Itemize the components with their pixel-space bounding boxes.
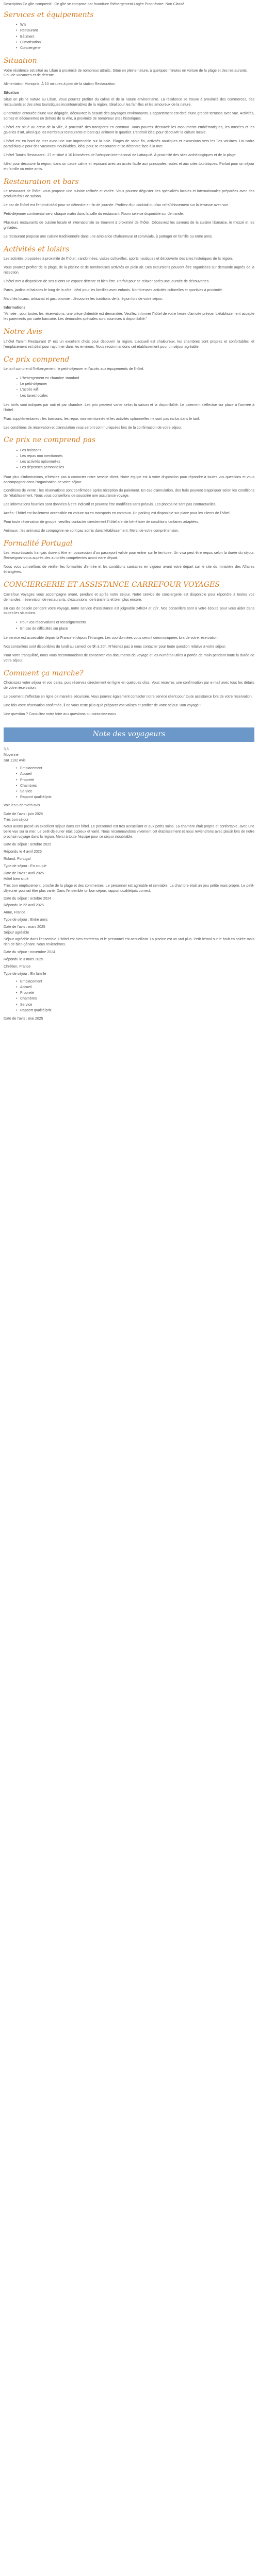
bullet-icon: •: [16, 767, 18, 771]
page: [0, 0, 258, 1022]
review-body: Nous avons passé un excellent séjour dans cet hôtel. Le personnel est très accueillant et aux petits soins. La chambre était propre et confortable, avec une belle vue sur la mer. Le petit-déjeuner était copieux et varié. Nous recommandons vivement cet établissement et nous reviendrons avec plaisir lors de notre prochain voyage dans la région. Merci à toute l'équipe pour ce séjour inoubliable.: [4, 825, 254, 839]
informations-subtitle: Informations: [4, 306, 26, 310]
intro-text: Description Ce gîte comprend : Ce gîte se compose par fourniture l'hébergement Logée Propriétaire. Non Classé: [4, 3, 184, 6]
reviews-criteria-list: [4, 979, 254, 1013]
price-excludes-item: – Les dépenses personnelles: [20, 465, 254, 470]
situation-title: Situation: [4, 57, 37, 65]
notre-avis-paragraph: L'hôtel Tamim Restaurant 3* est un excellent choix pour découvrir la région. L'accueil est chaleureux, les chambres sont propres et confortables, et l'emplacement est idéal pour rayonner dans les environs. Nous recommandons cet établissement pour un séjour agréable.: [4, 340, 254, 349]
how-it-works-paragraph: Choisissez votre séjour et vos dates, puis réservez directement en ligne en quelques clics. Vous recevrez une confirmation par e-mail avec tous les détails de votre réservation.: [4, 681, 254, 690]
price-paragraph: Frais supplémentaires : les boissons, les repas non mentionnés et les activités optionnelles ne sont pas inclus dans le tarif.: [4, 417, 200, 421]
reviews-criteria-item: • Propreté: [20, 777, 254, 783]
bullet-icon: •: [16, 35, 18, 39]
situation-paragraph: Situé en pleine nature au Liban. Vous pourrez profiter du calme et de la nature environnante. La résidence se trouve à proximité des commerces, des restaurants et des sites touristiques incontournables de la région. Idéal pour les familles et les amoureux de la nature.: [4, 98, 254, 107]
review-card: [4, 812, 254, 869]
review-card: [4, 871, 254, 923]
reviews-criteria-item: • Chambres: [20, 783, 254, 789]
reviews-criteria-item: • Chambres: [20, 996, 254, 1002]
situation-subtitle: Situation: [4, 91, 19, 95]
activities-paragraph: L'hôtel met à disposition de ses clients un espace détente et bien-être. Parfait pour se relaxer après une journée de découvertes.: [4, 279, 210, 283]
reviews-band: Note des voyageurs: [4, 727, 254, 742]
situation-paragraph: Alimentation Monoprix. À 10 minutes à pied de la station Restauration.: [4, 82, 117, 87]
reviews-criteria-item: • Emplacement: [20, 979, 254, 985]
bullet-icon: •: [16, 997, 18, 1001]
conciergerie-item: • Pour vos réservations et renseignements: [20, 620, 254, 625]
review-title: Très bon séjour: [4, 818, 29, 822]
bullet-icon: •: [16, 29, 18, 33]
bullet-icon: –: [16, 388, 18, 392]
services-item: • Wifi: [20, 22, 254, 28]
formalities-paragraph: Les ressortissants français doivent être en possession d'un passeport valide pour entrer sur le territoire. Un visa peut être requis selon la durée du séjour. Renseignez-vous auprès des autorités compétentes avant votre départ.: [4, 551, 254, 561]
price-includes-item: – Les taxes locales: [20, 393, 254, 399]
reviews-see-all-link[interactable]: Voir les 5 derniers avis: [4, 804, 40, 808]
services-list: [4, 22, 254, 51]
how-it-works-paragraph: Le paiement s'effectue en ligne de manière sécurisée. Vous pouvez également contacter notre service client pour toute assistance lors de votre réservation.: [4, 694, 253, 699]
situation-paragraph: Votre résidence est situé au Liban à proximité de nombreux attraits. Situé en pleine nature, à quelques minutes en voiture de la plage et des restaurants. Lieu de vacances et de détente.: [4, 69, 248, 78]
review-title: Hôtel bien situé: [4, 877, 29, 881]
reviews-criteria-item: • Propreté: [20, 990, 254, 996]
conciergerie-paragraph: En cas de besoin pendant votre voyage, notre service d'assistance est joignable 24h/24 et 7j/7. Nos conseillers sont à votre écoute pour vous aider dans toutes les situations.: [4, 606, 254, 616]
reviews-summary: [4, 747, 254, 764]
reviews-count: Sur 1192 Avis: [4, 759, 26, 763]
reviews-criteria-list: [4, 766, 254, 800]
bullet-icon: •: [16, 985, 18, 989]
price-paragraph: Les tarifs sont indiqués par nuit et par chambre. Les prix peuvent varier selon la saison et la disponibilité. Le paiement s'effectue sur place à l'arrivée à l'hôtel.: [4, 403, 254, 412]
restaurants-paragraph: Plusieurs restaurants de cuisine locale et internationale se trouvent à proximité de l'hôtel. Découvrez les saveurs de la cuisine libanaise, le mezzé et les grillades.: [4, 221, 254, 230]
conciergerie-item: • En cas de difficultés sur place: [20, 626, 254, 632]
price-paragraph: Animaux : les animaux de compagnie ne sont pas admis dans l'établissement. Merci de votre compréhension.: [4, 529, 180, 533]
bullet-icon: •: [16, 23, 18, 27]
bullet-icon: •: [16, 991, 18, 995]
price-excludes-list: [4, 448, 254, 471]
reviews-score-label: Moyenne: [4, 753, 19, 757]
services-item: • Climatisation: [20, 40, 254, 45]
services-item: • Bâtiment: [20, 34, 254, 40]
situation-paragraph: L'hôtel est en bord de mer avec une vue imprenable sur la baie. Plages de sable fin, activités nautiques et excursions vers les îles voisines. Un cadre paradisiaque pour des vacances inoubliables, idéal pour se ressourcer et se détendre face à la mer.: [4, 139, 254, 148]
bullet-icon: –: [16, 460, 18, 464]
bullet-icon: •: [16, 784, 18, 788]
review-body: Très bon emplacement, proche de la plage et des commerces. Le personnel est agréable et serviable. La chambre était un peu petite mais propre. Le petit-déjeuner pourrait être plus varié. Dans l'ensemble un bon séjour, rapport qualité/prix correct.: [4, 884, 254, 893]
price-excludes-item: – Les repas non mentionnés: [20, 453, 254, 459]
bullet-icon: •: [16, 46, 18, 50]
reviews-criteria-item: • Accueil: [20, 985, 254, 990]
situation-paragraph: L'hôtel est situé au cœur de la ville, à proximité des transports en commun. Vous pourrez découvrir les monuments emblématiques, les musées et les galeries d'art, ainsi que les nombreux restaurants et bars qui animent le quartier. L'endroit idéal pour découvrir la culture locale.: [4, 126, 254, 134]
price-paragraph: Les informations fournies sont données à titre indicatif et peuvent être modifiées sans préavis. Les photos ne sont pas contractuelles.: [4, 503, 217, 507]
bullet-icon: •: [16, 621, 18, 625]
activities-paragraph: Marchés locaux, artisanat et gastronomie : découvrez les traditions de la région lors de votre séjour.: [4, 297, 163, 301]
restaurants-paragraph: Le restaurant de l'hôtel vous propose une cuisine raffinée et variée. Vous pourrez déguster des spécialités locales et internationales préparées avec des produits frais de saison.: [4, 189, 254, 198]
price-includes-title: Ce prix comprend: [4, 355, 70, 364]
review-date: Date de l'avis : mai 2025: [4, 1016, 43, 1021]
review-date: Date de l'avis : juin 2025: [4, 812, 43, 817]
activities-title: Activités et loisirs: [4, 245, 70, 253]
review-date: Date de l'avis : mars 2025: [4, 925, 45, 929]
price-excludes-title: Ce prix ne comprend pas: [4, 436, 96, 445]
informations-paragraph: "Arrivée : pour toutes les réservations, une pièce d'identité est demandée. Veuillez informer l'hôtel de votre heure d'arrivée prévue. L'établissement accepte les paiements par carte bancaire. Les demandes spéciales sont soumises à disponibilité.": [4, 312, 254, 321]
formalities-title: Formalité Portugal: [4, 539, 73, 548]
reviews-criteria-item: • Rapport qualité/prix: [20, 794, 254, 800]
review-reply-date: Répondu le 4 avril 2025: [4, 850, 42, 854]
bullet-icon: –: [16, 376, 18, 380]
price-excludes-item: – Les boissons: [20, 448, 254, 453]
reviews-criteria-item: • Accueil: [20, 771, 254, 777]
review-trip-type: Type de séjour : En couple: [4, 864, 46, 868]
how-it-works-paragraph: Une question ? Consultez notre foire aux questions ou contactez-nous.: [4, 712, 117, 716]
restaurants-paragraph: Le bar de l'hôtel est l'endroit idéal pour se détendre en fin de journée. Profitez d'un cocktail ou d'un rafraîchissement sur la terrasse avec vue.: [4, 203, 230, 207]
price-paragraph: Accès : l'hôtel est facilement accessible en voiture ou en transports en commun. Un parking est disponible sur place pour les clients de l'hôtel.: [4, 512, 231, 516]
price-paragraph: Pour plus d'informations, n'hésitez pas à contacter notre service client. Notre équipe est à votre disposition pour répondre à toutes vos questions et vous accompagner dans l'organisation de votre séjour.: [4, 475, 254, 484]
review-body: Séjour agréable dans l'ensemble. L'hôtel est bien entretenu et le personnel est accueillant. La piscine est un vrai plus. Petit bémol sur le bruit en soirée mais rien de bien gênant. Nous reviendrons.: [4, 938, 254, 947]
bullet-icon: •: [16, 795, 18, 800]
review-author: Roland, Portugal: [4, 857, 31, 861]
restaurants-paragraph: Petit-déjeuner continental servi chaque matin dans la salle du restaurant. Room service disponible sur demande.: [4, 212, 184, 216]
how-it-works-title: Comment ça marche?: [4, 669, 84, 677]
review-author: Chrétien, France: [4, 964, 31, 969]
services-item: • Restaurant: [20, 28, 254, 33]
activities-paragraph: Les activités proposées à proximité de l'hôtel : randonnées, visites culturelles, sports nautiques et découverte des sites historiques de la région.: [4, 257, 233, 261]
review-trip-type: Type de séjour : Entre amis: [4, 918, 48, 922]
bullet-icon: –: [16, 382, 18, 386]
review-reply-date: Répondu le 3 mars 2025: [4, 957, 43, 961]
conciergerie-title: CONCIERGERIE ET ASSISTANCE CARREFOUR VOYAGES: [4, 581, 220, 589]
price-includes-item: – L'hébergement en chambre standard: [20, 376, 254, 381]
bullet-icon: •: [16, 1003, 18, 1007]
review-card: [4, 925, 254, 977]
price-paragraph: Pour toute réservation de groupe, veuillez contacter directement l'hôtel afin de bénéficier de conditions tarifaires adaptées.: [4, 520, 199, 524]
price-paragraph: Les conditions de réservation et d'annulation vous seront communiquées lors de la confirmation de votre séjour.: [4, 426, 183, 430]
situation-paragraph: Idéal pour découvrir la région, dans un cadre calme et reposant avec un accès facile aux principales routes et aux sites touristiques. Parfait pour un séjour en famille ou entre amis.: [4, 162, 254, 171]
review-reply-date: Répondu le 22 avril 2025: [4, 904, 44, 908]
activities-paragraph: Vous pourrez profiter de la plage, de la piscine et de nombreuses activités en plein air. Des excursions peuvent être organisées sur demande auprès de la réception.: [4, 265, 254, 275]
review-stay-date: Date du séjour : novembre 2024: [4, 951, 56, 955]
price-excludes-item: – Les activités optionnelles: [20, 459, 254, 465]
formalities-paragraph: Nous vous conseillons de vérifier les formalités d'entrée et les conditions sanitaires en vigueur avant votre départ sur le site du ministère des Affaires étrangères.: [4, 565, 254, 574]
price-paragraph: Le tarif comprend l'hébergement, le petit-déjeuner et l'accès aux équipements de l'hôtel.: [4, 367, 144, 371]
price-includes-item: – L'accès wifi: [20, 387, 254, 393]
price-includes-list: [4, 376, 254, 399]
bullet-icon: •: [16, 979, 18, 984]
services-title: Services et équipements: [4, 10, 94, 19]
review-stay-date: Date du séjour : octobre 2024: [4, 896, 52, 901]
reviews-criteria-item: • Emplacement: [20, 766, 254, 771]
notre-avis-title: Notre Avis: [4, 328, 42, 336]
review-date: Date de l'avis : avril 2025: [4, 871, 44, 875]
bullet-icon: •: [16, 626, 18, 631]
conciergerie-list: [4, 620, 254, 631]
review-stay-date: Date du séjour : octobre 2025: [4, 843, 52, 847]
bullet-icon: •: [16, 778, 18, 782]
bullet-icon: –: [16, 466, 18, 470]
review-trip-type: Type de séjour : En famille: [4, 972, 46, 976]
reviews-score: 3,6: [4, 748, 9, 752]
review-title: Séjour agréable: [4, 931, 29, 935]
bullet-icon: •: [16, 40, 18, 44]
conciergerie-paragraph: Pour votre tranquillité, nous vous recommandons de conserver vos documents de voyage et les numéros utiles à portée de main pendant toute la durée de votre séjour.: [4, 653, 254, 663]
bullet-icon: –: [16, 448, 18, 452]
conciergerie-paragraph: Le service est accessible depuis la France et depuis l'étranger. Les coordonnées vous seront communiquées lors de votre réservation.: [4, 636, 219, 640]
price-includes-item: – Le petit-déjeuner: [20, 381, 254, 387]
reviews-criteria-item: • Rapport qualité/prix: [20, 1008, 254, 1013]
price-paragraph: Conditions de vente : les réservations sont confirmées après réception du paiement. En cas d'annulation, des frais peuvent s'appliquer selon les conditions de l'établissement. Nous vous conseillons de souscrire une assurance voyage.: [4, 489, 254, 498]
conciergerie-paragraph: Carrefour Voyages vous accompagne avant, pendant et après votre séjour. Notre service de conciergerie est disponible pour répondre à toutes vos demandes : réservation de restaurants, d'excursions, de transferts et bien plus encore.: [4, 592, 254, 602]
reviews-criteria-item: • Service: [20, 789, 254, 794]
restaurants-title: Restauration et bars: [4, 177, 79, 186]
situation-paragraph: L'hôtel Tamim Restaurant : 27 et situé à 10 kilomètres de l'aéroport international de Lattaquié. À proximité des sites archéologiques et de la plage.: [4, 153, 237, 157]
bullet-icon: •: [16, 772, 18, 776]
bullet-icon: –: [16, 394, 18, 398]
restaurants-paragraph: Le restaurant propose une cuisine traditionnelle dans une ambiance chaleureuse et conviviale, à partager en famille ou entre amis.: [4, 234, 213, 239]
activities-paragraph: Parcs, jardins et balades le long de la côte. Idéal pour les familles avec enfants. Nombreuses activités culturelles et sportives à proximité.: [4, 288, 223, 292]
situation-paragraph: Orientation entourée d'une vue dégagée, découvrez la beauté des paysages environnants. L'appartement est doté d'une grande terrasse avec vue. Activités, sorties et découvertes en dehors de la ville, à proximité de nombreux sites historiques.: [4, 112, 254, 121]
bullet-icon: •: [16, 1008, 18, 1012]
conciergerie-paragraph: Nos conseillers sont disponibles du lundi au samedi de 9h à 20h. N'hésitez pas à nous contacter pour toute question relative à votre séjour.: [4, 645, 226, 649]
how-it-works-paragraph: Une fois votre réservation confirmée, il ne vous reste plus qu'à préparer vos valises et profiter de votre séjour. Bon voyage !: [4, 703, 201, 707]
reviews-criteria-item: • Service: [20, 1002, 254, 1008]
review-author: Anne, France: [4, 911, 26, 915]
bullet-icon: •: [16, 790, 18, 794]
bullet-icon: –: [16, 454, 18, 459]
services-item: • Conciergerie: [20, 45, 254, 51]
